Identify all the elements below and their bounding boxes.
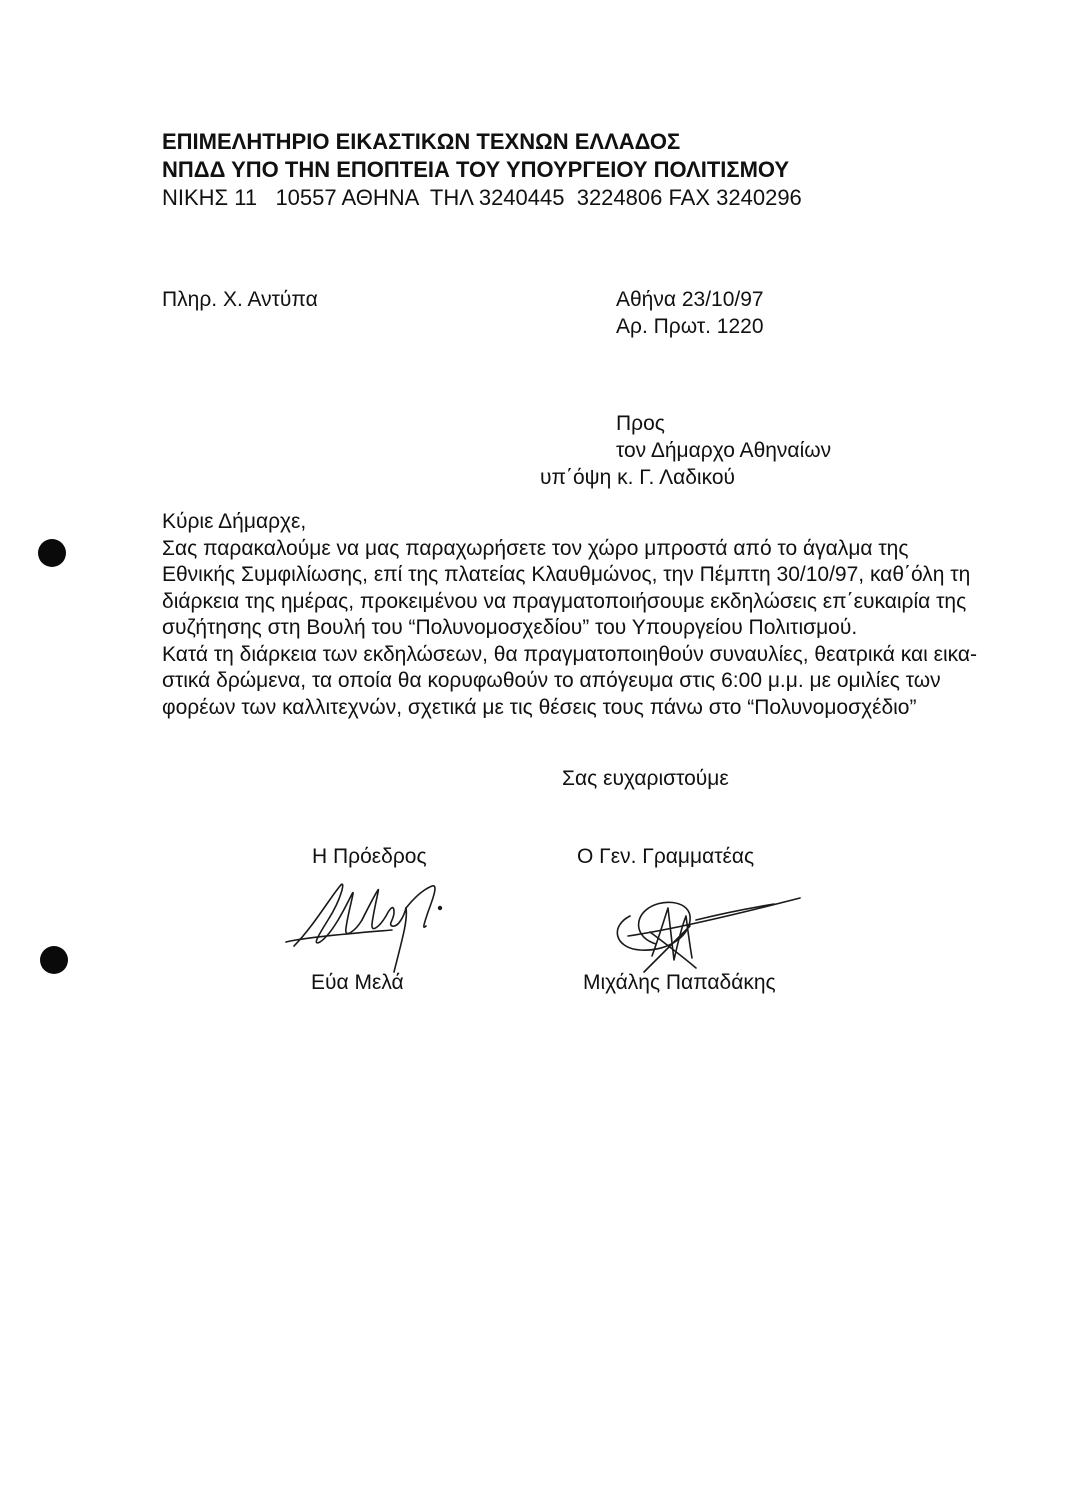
punch-hole bbox=[40, 946, 68, 974]
letterhead-address: ΝΙΚΗΣ 11 10557 ΑΘΗΝΑ ΤΗΛ 3240445 3224806 FAX 3240296 bbox=[162, 185, 802, 210]
recipient-attention: υπ΄όψη κ. Γ. Λαδικού bbox=[540, 466, 735, 489]
letter-body bbox=[162, 509, 977, 721]
closing-thanks: Σας ευχαριστούμε bbox=[562, 767, 729, 790]
letterhead-organization: ΕΠΙΜΕΛΗΤΗΡΙΟ ΕΙΚΑΣΤΙΚΩΝ ΤΕΧΝΩΝ ΕΛΛΑΔΟΣ bbox=[162, 129, 681, 154]
secretary-title: Ο Γεν. Γραμματέας bbox=[577, 845, 755, 868]
salutation: Κύριε Δήμαρχε, bbox=[162, 510, 307, 533]
president-name: Εύα Μελά bbox=[311, 971, 404, 994]
president-title: Η Πρόεδρος bbox=[312, 845, 427, 868]
reference-info: Πληρ. Χ. Αντύπα bbox=[162, 288, 318, 311]
body-line: στικά δρώμενα, τα οποία θα κορυφωθούν το απόγευμα στις 6:00 μ.μ. με ομιλίες των bbox=[162, 669, 941, 692]
protocol-number: Αρ. Πρωτ. 1220 bbox=[616, 315, 764, 338]
letter-date: Αθήνα 23/10/97 bbox=[616, 288, 764, 311]
body-line: Κατά τη διάρκεια των εκδηλώσεων, θα πραγματοποιηθούν συναυλίες, θεατρικά και εικα- bbox=[162, 642, 978, 666]
punch-hole bbox=[38, 539, 66, 567]
president-signature bbox=[282, 868, 472, 978]
letterhead bbox=[162, 128, 802, 212]
body-line: Σας παρακαλούμε να μας παραχωρήσετε τον χώρο μπροστά από το άγαλμα της bbox=[162, 536, 909, 560]
body-line: φορέων των καλλιτεχνών, σχετικά με τις θέσεις τους πάνω στο “Πολυνομοσχέδιο” bbox=[162, 695, 917, 719]
recipient-to: Προς bbox=[616, 412, 665, 435]
body-line: συζήτησης στη Βουλή του “Πολυνομοσχεδίου” του Υπουργείου Πολιτισμού. bbox=[162, 616, 858, 639]
body-line: διάρκεια της ημέρας, προκειμένου να πραγματοποιήσουμε εκδηλώσεις επ΄ευκαιρία της bbox=[162, 589, 967, 613]
body-line: Εθνικής Συμφιλίωσης, επί της πλατείας Κλαυθμώνος, την Πέμπτη 30/10/97, καθ΄όλη τη bbox=[162, 563, 971, 586]
recipient-name: τον Δήμαρχο Αθηναίων bbox=[616, 439, 832, 462]
letterhead-supervision: ΝΠΔΔ ΥΠΟ ΤΗΝ ΕΠΟΠΤΕΙΑ ΤΟΥ ΥΠΟΥΡΓΕΙΟΥ ΠΟΛΙΤΙΣΜΟΥ bbox=[162, 157, 790, 182]
secretary-name: Μιχάλης Παπαδάκης bbox=[583, 971, 776, 994]
